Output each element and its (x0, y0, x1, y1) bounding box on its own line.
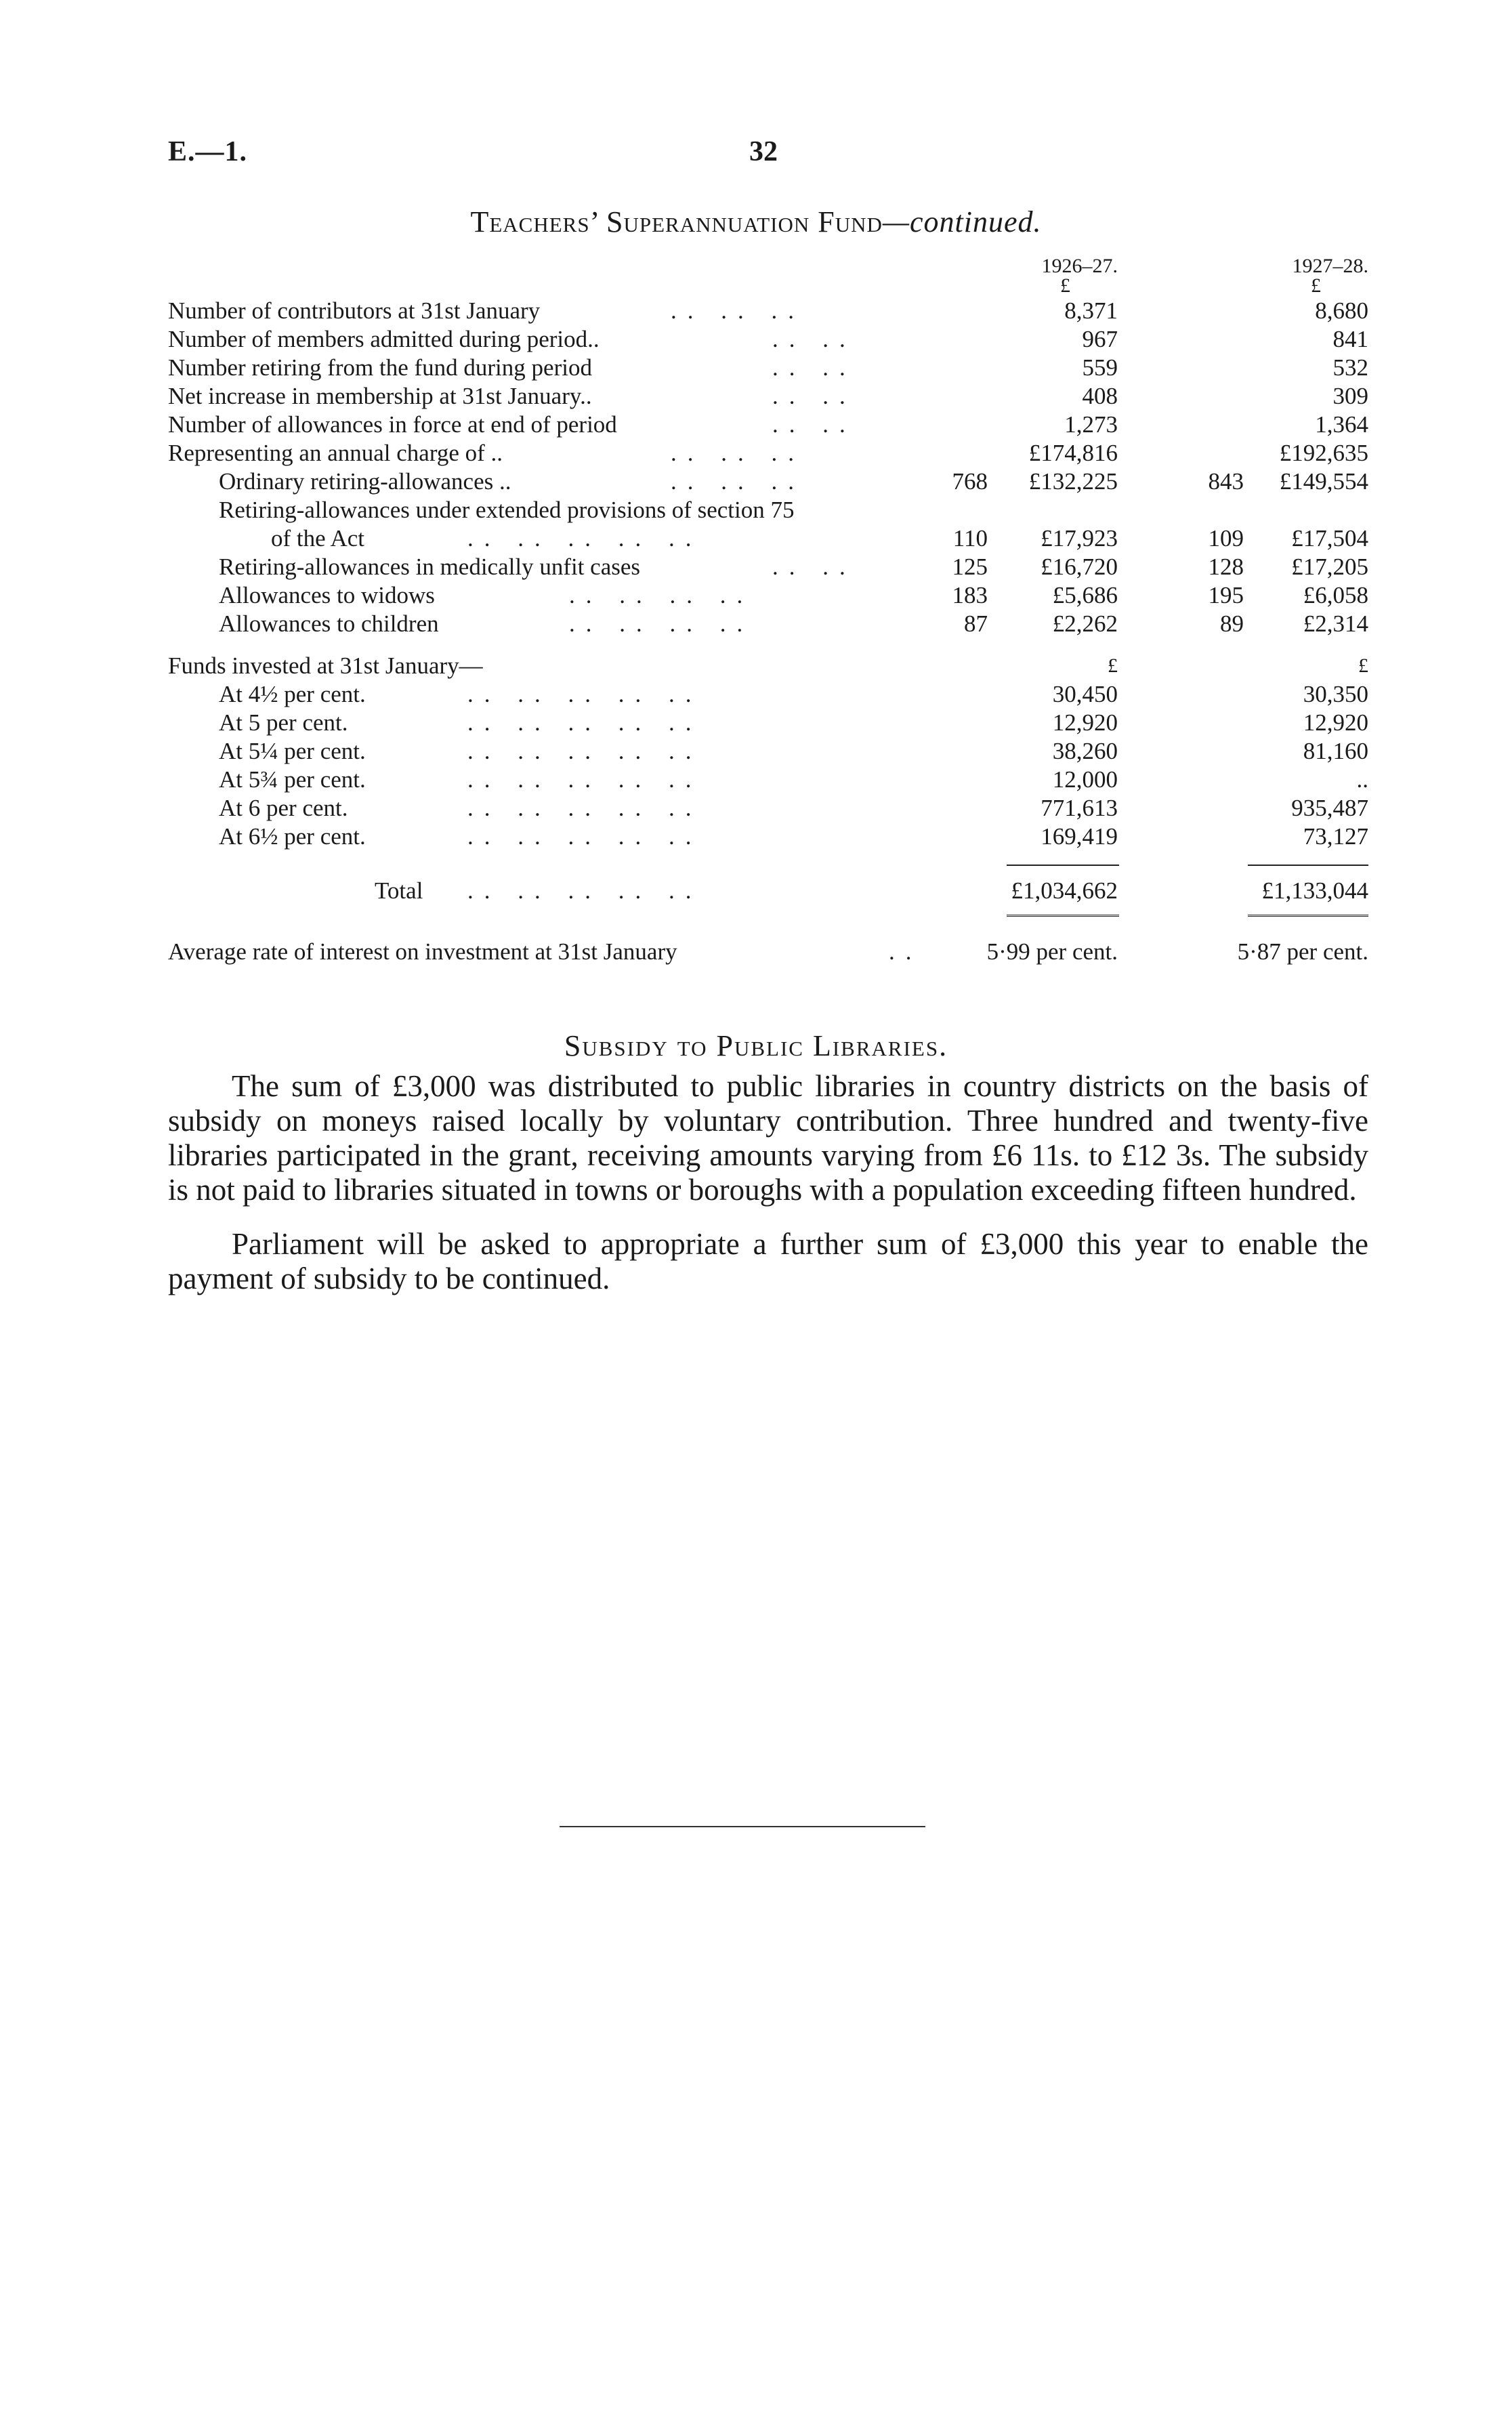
stat-value-1927: 841 (1332, 326, 1368, 352)
rate-value-1927: 12,920 (1303, 709, 1368, 736)
stat-label: Number retiring from the fund during period (168, 354, 592, 381)
rate-value-1926: 30,450 (1052, 681, 1118, 707)
leader-dots: .. .. .. .. .. (467, 738, 702, 764)
leader-dots: .. .. .. .. (569, 610, 754, 637)
leader-dots: .. .. (772, 354, 856, 381)
stat-label: Number of contributors at 31st January (168, 297, 541, 324)
leader-dots: .. .. (772, 383, 856, 409)
allowance-count-1926: 768 (952, 468, 988, 495)
leader-dots: .. .. .. (671, 297, 805, 324)
rate-value-1927: 73,127 (1303, 823, 1368, 850)
stat-value-1927: 1,364 (1315, 411, 1368, 438)
allowance-label: Allowances to children (219, 610, 439, 637)
allowance-count-1927: 128 (1208, 554, 1244, 580)
allowance-count-1926: 110 (952, 525, 988, 552)
title-text: Teachers’ Superannuation Fund (470, 205, 883, 238)
rate-label: At 6 per cent. (219, 795, 348, 821)
section-title (0, 205, 1512, 239)
stat-value-1926: 408 (1082, 383, 1118, 409)
stat-value-1926: 8,371 (1064, 297, 1118, 324)
stat-label: Net increase in membership at 31st January.. (168, 383, 592, 409)
allowance-value-1926: £5,686 (1052, 582, 1118, 608)
column-year-1927: 1927–28. (1292, 255, 1368, 277)
stat-value-1926: £174,816 (1028, 440, 1118, 466)
stat-value-1927: £192,635 (1279, 440, 1368, 466)
leader-dots: .. .. .. .. .. (467, 795, 702, 821)
subtotal-rule-1926 (1007, 865, 1119, 866)
stat-label: Number of allowances in force at end of period (168, 411, 617, 438)
allowance-count-1927: 109 (1208, 525, 1244, 552)
allowance-count-1927: 843 (1208, 468, 1244, 495)
allowance-count-1926: 183 (952, 582, 988, 608)
leader-dots: .. .. (772, 326, 856, 352)
stat-label: Representing an annual charge of .. (168, 440, 503, 466)
leader-dots: .. .. (772, 554, 856, 580)
interest-rate-1926: 5·99 per cent. (986, 938, 1118, 965)
allowance-value-1926: £16,720 (1041, 554, 1118, 580)
funds-heading: Funds invested at 31st January— (168, 652, 483, 679)
allowance-value-1926: £2,262 (1052, 610, 1118, 637)
leader-dots: .. (889, 938, 923, 965)
leader-dots: .. .. .. .. (569, 582, 754, 608)
allowance-value-1926: £17,923 (1041, 525, 1118, 552)
page-number: 32 (749, 136, 778, 167)
allowance-count-1927: 89 (1220, 610, 1244, 637)
document-reference: E.—1. (168, 136, 248, 167)
column-unit-1: £ (1060, 274, 1070, 297)
stat-value-1926: 1,273 (1064, 411, 1118, 438)
rate-label: At 4½ per cent. (219, 681, 366, 707)
stat-value-1927: 309 (1332, 383, 1368, 409)
column-year-1926: 1926–27. (1041, 255, 1118, 277)
rate-label: At 5 per cent. (219, 709, 348, 736)
allowance-count-1926: 87 (964, 610, 988, 637)
rate-value-1927: 935,487 (1291, 795, 1368, 821)
end-rule (560, 1826, 925, 1827)
title-continued: —continued. (882, 205, 1042, 238)
allowance-label: Retiring-allowances in medically unfit cases (219, 554, 641, 580)
libraries-paragraph-1: The sum of £3,000 was distributed to public libraries in country districts on the basis of subsidy on moneys raised locally by voluntary contribution. Three hundred and twenty-five libraries participated in the grant, receiving amounts varying from £6 11s. to £12 3s. The subsidy is not paid to libraries situated in towns or boroughs with a population exceeding fifteen hundred. (168, 1069, 1368, 1207)
allowance-count-1927: 195 (1208, 582, 1244, 608)
interest-label: Average rate of interest on investment at 31st January (168, 938, 677, 965)
rate-value-1926: 38,260 (1052, 738, 1118, 764)
rate-value-1926: 12,920 (1052, 709, 1118, 736)
rate-value-1927: .. (1356, 766, 1368, 793)
allowance-label: Retiring-allowances under extended provisions of section 75 (219, 497, 795, 523)
subtotal-rule-1927 (1248, 865, 1368, 866)
stat-label: Number of members admitted during period.. (168, 326, 600, 352)
interest-rate-1927: 5·87 per cent. (1237, 938, 1368, 965)
rate-value-1926: 12,000 (1052, 766, 1118, 793)
allowance-value-1927: £17,205 (1291, 554, 1368, 580)
allowance-label: Ordinary retiring-allowances .. (219, 468, 511, 495)
leader-dots: .. .. .. .. .. (467, 681, 702, 707)
total-double-rule-1926 (1007, 915, 1119, 921)
leader-dots: .. .. .. .. .. (467, 709, 702, 736)
stat-value-1927: 532 (1332, 354, 1368, 381)
funds-unit-1927: £ (1358, 654, 1368, 677)
total-label: Total (375, 877, 423, 904)
allowance-value-1927: £17,504 (1291, 525, 1368, 552)
allowance-value-1927: £6,058 (1303, 582, 1368, 608)
libraries-heading: Subsidy to Public Libraries. (564, 1029, 948, 1062)
leader-dots: .. .. .. .. .. (467, 525, 702, 552)
rate-label: At 5¼ per cent. (219, 738, 366, 764)
stat-value-1927: 8,680 (1315, 297, 1368, 324)
rate-label: At 5¾ per cent. (219, 766, 366, 793)
total-double-rule-1927 (1248, 915, 1368, 921)
leader-dots: .. .. .. (671, 440, 805, 466)
leader-dots: .. .. (772, 411, 856, 438)
funds-unit-1926: £ (1108, 654, 1118, 677)
column-unit-2: £ (1311, 274, 1321, 297)
allowance-value-1927: £2,314 (1303, 610, 1368, 637)
rate-value-1926: 169,419 (1041, 823, 1118, 850)
rate-value-1927: 81,160 (1303, 738, 1368, 764)
rate-value-1927: 30,350 (1303, 681, 1368, 707)
allowance-value-1927: £149,554 (1279, 468, 1368, 495)
total-value-1927: £1,133,044 (1261, 877, 1368, 904)
total-value-1926: £1,034,662 (1011, 877, 1118, 904)
leader-dots: .. .. .. .. .. (467, 877, 702, 904)
leader-dots: .. .. .. .. .. (467, 766, 702, 793)
stat-value-1926: 967 (1082, 326, 1118, 352)
rate-label: At 6½ per cent. (219, 823, 366, 850)
allowance-value-1926: £132,225 (1028, 468, 1118, 495)
allowance-label: of the Act (271, 525, 365, 552)
libraries-paragraph-2: Parliament will be asked to appropriate a further sum of £3,000 this year to enable the payment of subsidy to be continued. (168, 1227, 1368, 1295)
leader-dots: .. .. .. (671, 468, 805, 495)
allowance-label: Allowances to widows (219, 582, 435, 608)
stat-value-1926: 559 (1082, 354, 1118, 381)
leader-dots: .. .. .. .. .. (467, 823, 702, 850)
rate-value-1926: 771,613 (1041, 795, 1118, 821)
allowance-count-1926: 125 (952, 554, 988, 580)
